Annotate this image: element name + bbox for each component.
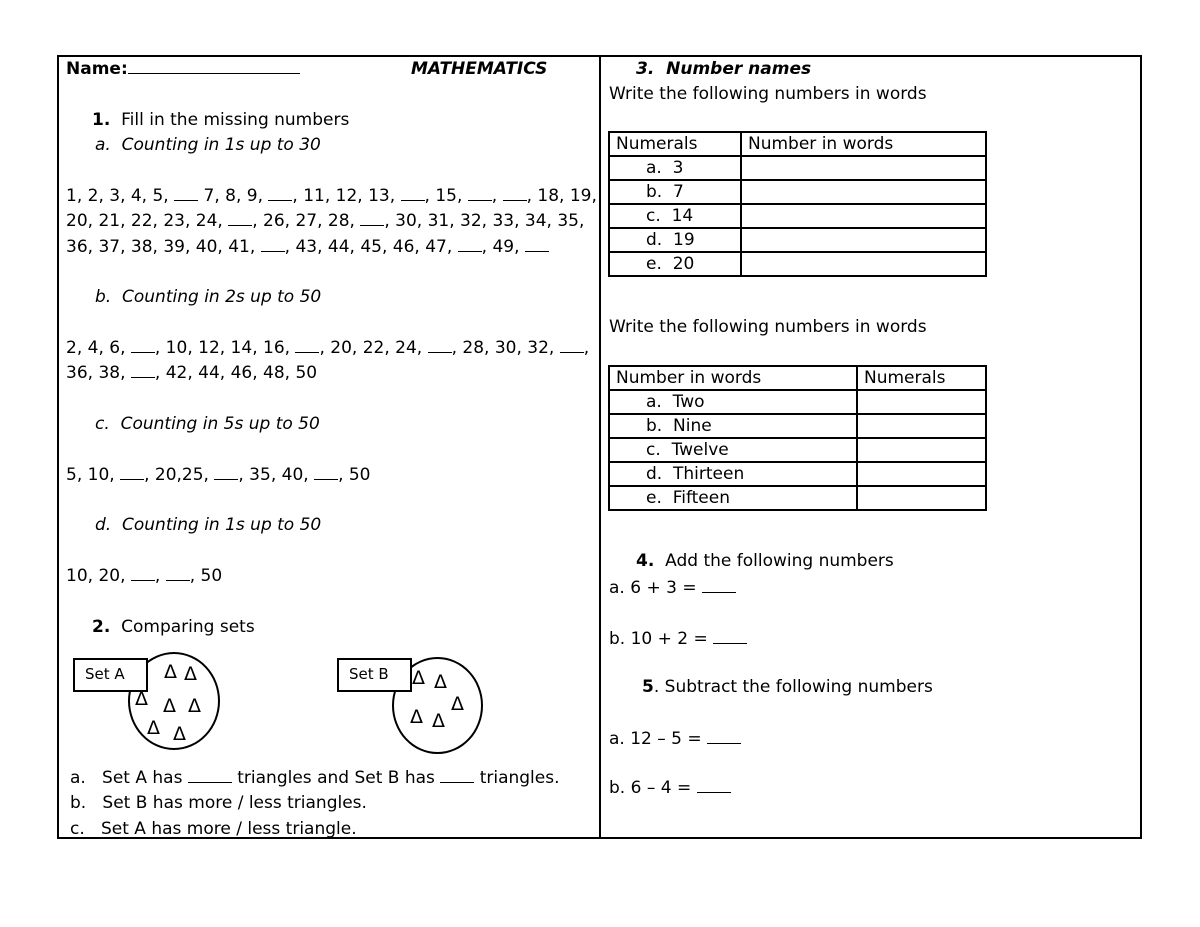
table-row: a. 3 [609,156,986,180]
triangle-icon: Δ [410,706,423,728]
q5b-line: b. 6 – 4 = [609,777,731,799]
q2a-line: a. Set A has triangles and Set B has triangles. [70,768,560,788]
table-header: Numerals [857,366,986,390]
answer-blank[interactable] [697,777,731,793]
triangle-icon: Δ [451,693,464,715]
answer-cell[interactable] [857,462,986,486]
q3-instruction-1: Write the following numbers in words [609,84,927,104]
q1d-title: Counting in 1s up to 50 [122,515,322,535]
answer-cell[interactable] [741,156,986,180]
triangle-icon: Δ [163,695,176,717]
q2-title: Comparing sets [121,617,255,637]
triangle-icon: Δ [173,723,186,745]
q1c-heading: c. Counting in 5s up to 50 [95,414,320,434]
answer-cell[interactable] [741,252,986,276]
q2b-line: b. Set B has more / less triangles. [70,793,367,813]
table-row: b. 7 [609,180,986,204]
table-row: e. Fifteen [609,486,986,510]
table-row: e. 20 [609,252,986,276]
set-a-label: Set A [73,658,148,692]
set-b-label: Set B [337,658,412,692]
q1b-title: Counting in 2s up to 50 [122,287,322,307]
q1a-label: a. [95,135,111,155]
q1b-line2: 36, 38, , 42, 44, 46, 48, 50 [66,363,318,383]
q1c-title: Counting in 5s up to 50 [120,414,320,434]
table-row: d. Thirteen [609,462,986,486]
q4b-line: b. 10 + 2 = [609,628,747,650]
q1d-heading: d. Counting in 1s up to 50 [95,515,322,535]
q1a-title: Counting in 1s up to 30 [121,135,321,155]
table-header-row [609,366,986,390]
q3-title: Number names [666,59,812,79]
answer-blank[interactable] [707,728,741,744]
q5-heading: 5. Subtract the following numbers [642,677,933,697]
column-divider [599,55,601,839]
q5a-line: a. 12 – 5 = [609,728,741,750]
q2c-line: c. Set A has more / less triangle. [70,819,357,839]
q1a-line1: 1, 2, 3, 4, 5, 7, 8, 9, , 11, 12, 13, , 15, , , 18, 19, [66,186,597,206]
table-header: Numerals [609,132,741,156]
q1-heading: 1. Fill in the missing numbers [92,110,350,130]
answer-cell[interactable] [741,228,986,252]
q1-title: Fill in the missing numbers [121,110,350,130]
q1d-line1: 10, 20, , , 50 [66,566,223,586]
set-a-count-blank[interactable] [188,767,232,783]
set-b-count-blank[interactable] [440,767,474,783]
q1b-line1: 2, 4, 6, , 10, 12, 14, 16, , 20, 22, 24, , 28, 30, 32, , [66,338,590,358]
name-label: Name: [66,59,128,79]
q4-heading: 4. Add the following numbers [636,551,894,571]
table-row: c. 14 [609,204,986,228]
triangle-icon: Δ [147,717,160,739]
q3-instruction-2: Write the following numbers in words [609,317,927,337]
answer-blank[interactable] [713,628,747,644]
table-row: c. Twelve [609,438,986,462]
q1a-line3: 36, 37, 38, 39, 40, 41, , 43, 44, 45, 46, 47, , 49, [66,236,549,258]
triangle-icon: Δ [184,663,197,685]
triangle-icon: Δ [164,661,177,683]
table-row: a. Two [609,390,986,414]
words-to-numerals-table [608,365,987,511]
q4a-line: a. 6 + 3 = [609,577,736,599]
triangle-icon: Δ [434,671,447,693]
q4-title: Add the following numbers [665,551,894,571]
subject-title: MATHEMATICS [411,59,548,79]
table-row: b. Nine [609,414,986,438]
table-row: d. 19 [609,228,986,252]
q3-heading: 3. Number names [636,59,812,79]
triangle-icon: Δ [432,710,445,732]
q1a-heading [95,134,321,156]
answer-cell[interactable] [857,438,986,462]
numerals-to-words-table [608,131,987,277]
q2-heading: 2. Comparing sets [92,617,255,637]
q1-number: 1 [92,110,104,130]
q1a-line2: 20, 21, 22, 23, 24, , 26, 27, 28, , 30, 31, 32, 33, 34, 35, [66,211,585,231]
triangle-icon: Δ [135,688,148,710]
answer-cell[interactable] [741,180,986,204]
name-blank[interactable] [128,58,300,74]
name-field [66,58,300,80]
q1b-heading: b. Counting in 2s up to 50 [95,287,322,307]
answer-cell[interactable] [857,414,986,438]
table-header-row [609,132,986,156]
answer-cell[interactable] [857,486,986,510]
table-header: Number in words [741,132,986,156]
triangle-icon: Δ [188,695,201,717]
triangle-icon: Δ [412,667,425,689]
q5-title: . Subtract the following numbers [653,677,933,697]
answer-cell[interactable] [741,204,986,228]
table-header: Number in words [609,366,857,390]
q1c-line1: 5, 10, , 20,25, , 35, 40, , 50 [66,465,371,485]
answer-blank[interactable] [702,577,736,593]
answer-cell[interactable] [857,390,986,414]
